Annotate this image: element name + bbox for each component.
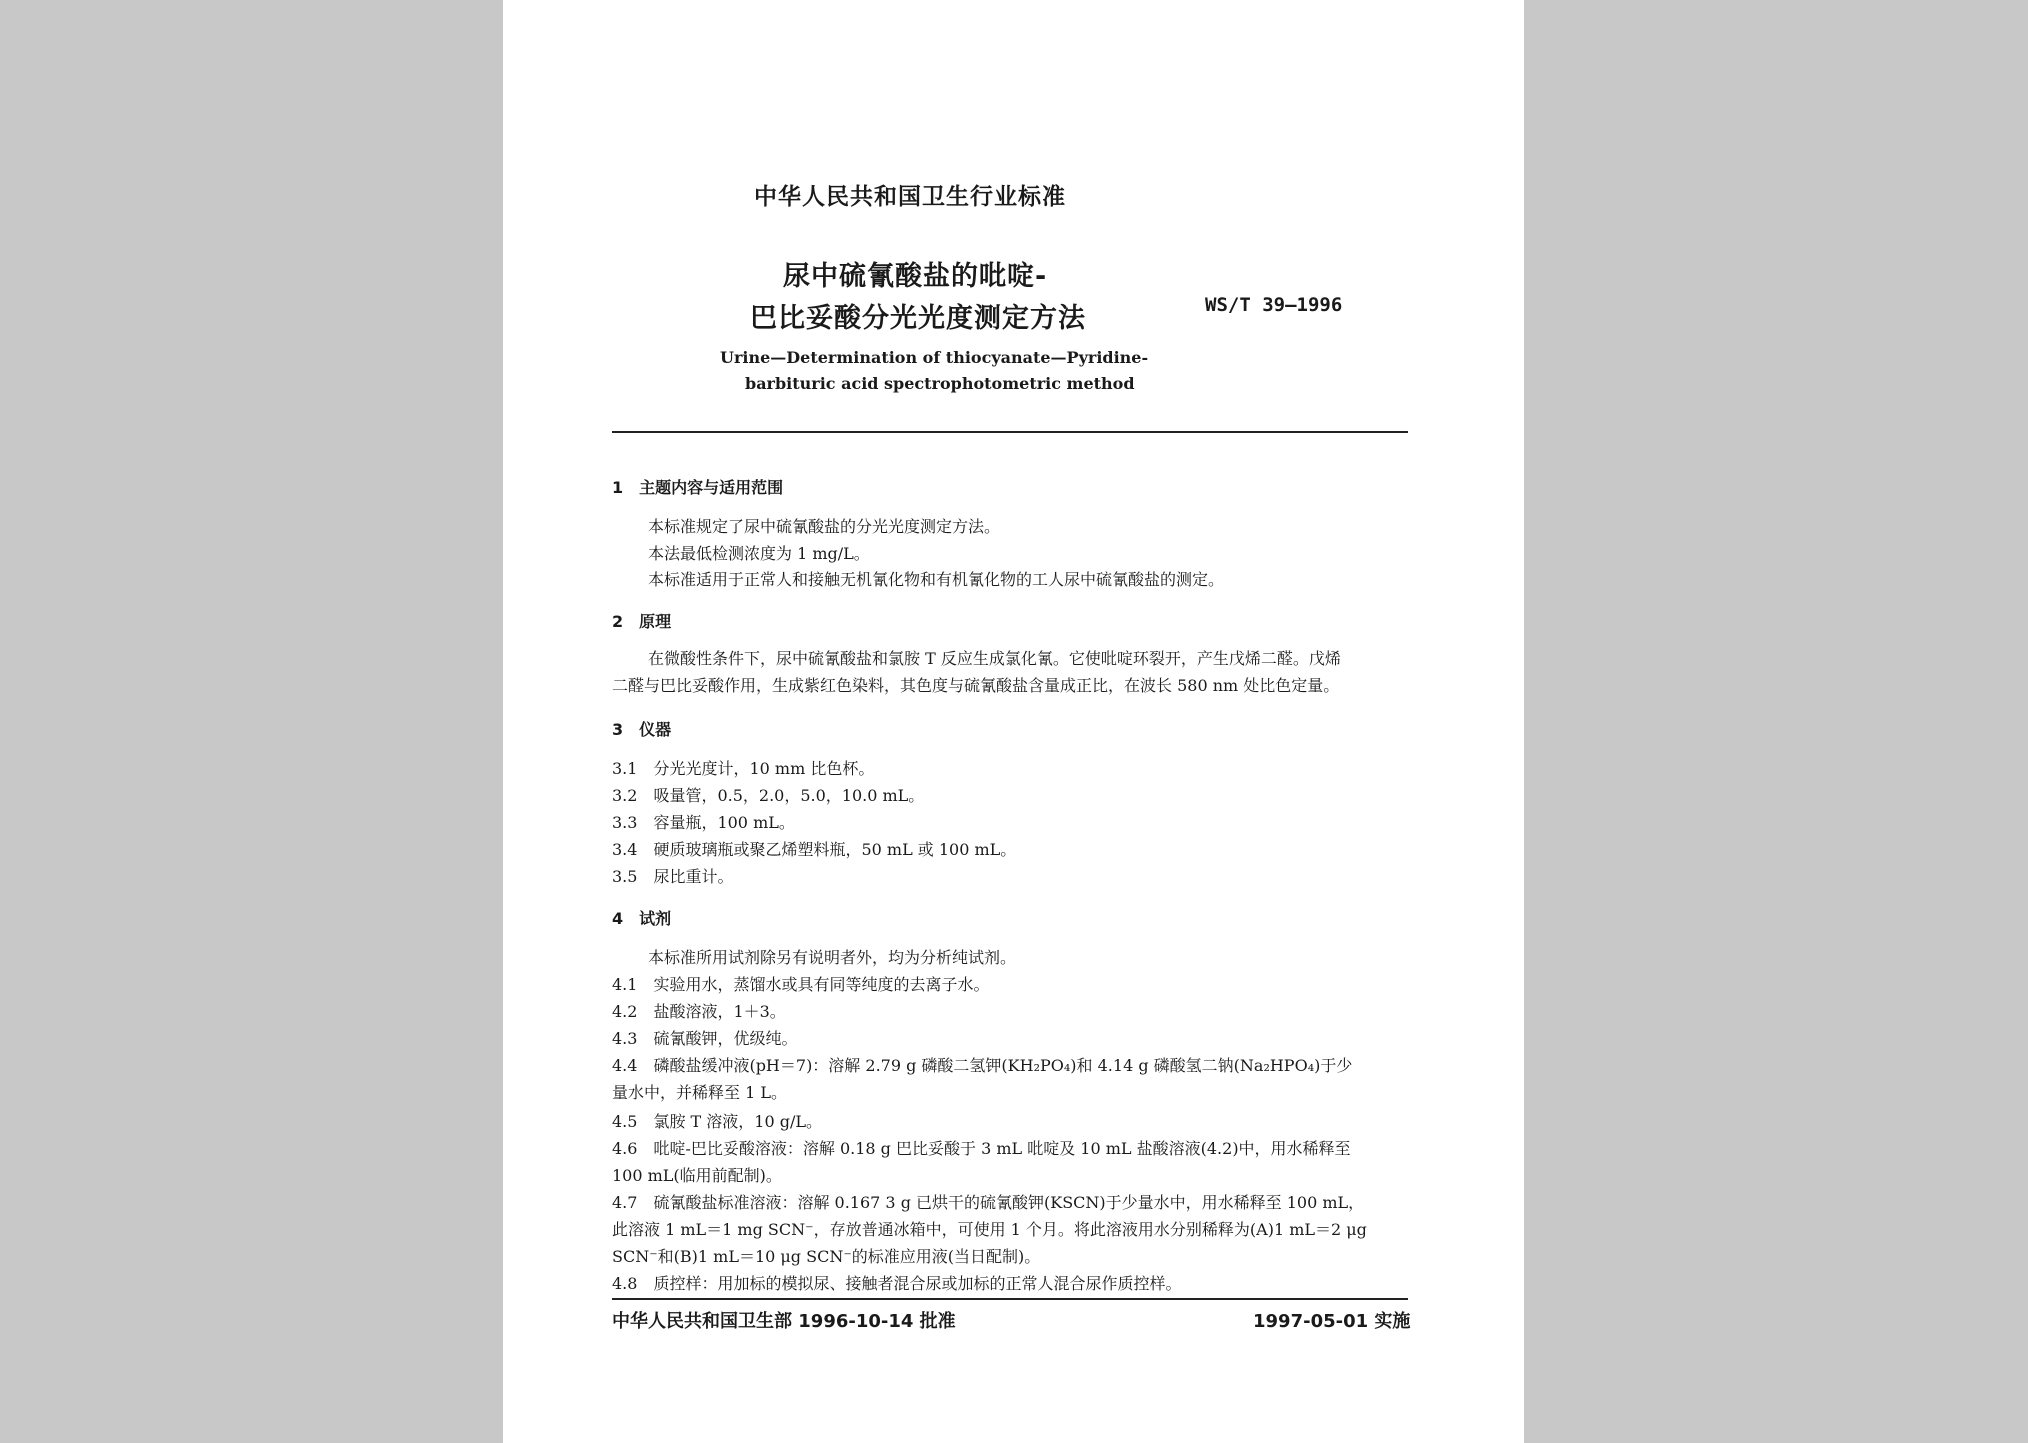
section-2-paragraph: 二醛与巴比妥酸作用，生成紫红色染料，其色度与硫氰酸盐含量成正比，在波长 580 nm 处比色定量。 xyxy=(612,676,1340,695)
approval-date: 中华人民共和国卫生部 1996-10-14 批准 xyxy=(612,1311,956,1332)
document-page xyxy=(503,0,1524,1443)
clause-4-2: 4.2 盐酸溶液，1＋3。 xyxy=(612,1002,786,1021)
section-2-paragraph: 在微酸性条件下，尿中硫氰酸盐和氯胺 T 反应生成氯化氰。它使吡啶环裂开，产生戊烯二醛。戊烯 xyxy=(648,649,1341,668)
english-title-line-1: Urine—Determination of thiocyanate—Pyridine- xyxy=(720,348,1149,367)
clause-4-7-cont: SCN⁻和(B)1 mL＝10 μg SCN⁻的标准应用液(当日配制)。 xyxy=(612,1247,1041,1266)
footer-divider xyxy=(612,1298,1408,1300)
document-title-line-1: 尿中硫氰酸盐的吡啶- xyxy=(783,261,1048,292)
section-1-heading: 1 主题内容与适用范围 xyxy=(612,478,784,497)
section-4-intro: 本标准所用试剂除另有说明者外，均为分析纯试剂。 xyxy=(648,948,1017,967)
header-divider xyxy=(612,431,1408,433)
section-4-heading: 4 试剂 xyxy=(612,909,672,928)
implementation-date: 1997-05-01 实施 xyxy=(1253,1311,1411,1332)
clause-4-3: 4.3 硫氰酸钾，优级纯。 xyxy=(612,1029,798,1048)
clause-3-4: 3.4 硬质玻璃瓶或聚乙烯塑料瓶，50 mL 或 100 mL。 xyxy=(612,840,1017,859)
clause-4-7: 4.7 硫氰酸盐标准溶液：溶解 0.167 3 g 已烘干的硫氰酸钾(KSCN)于少量水中，用水稀释至 100 mL， xyxy=(612,1193,1365,1212)
issuing-agency: 中华人民共和国卫生行业标准 xyxy=(754,184,1066,210)
clause-3-5: 3.5 尿比重计。 xyxy=(612,867,734,886)
clause-4-8: 4.8 质控样：用加标的模拟尿、接触者混合尿或加标的正常人混合尿作质控样。 xyxy=(612,1274,1182,1293)
section-1-paragraph: 本法最低检测浓度为 1 mg/L。 xyxy=(648,544,870,563)
clause-3-3: 3.3 容量瓶，100 mL。 xyxy=(612,813,795,832)
clause-3-1: 3.1 分光光度计，10 mm 比色杯。 xyxy=(612,759,875,778)
section-3-heading: 3 仪器 xyxy=(612,720,672,739)
english-title-line-2: barbituric acid spectrophotometric method xyxy=(745,374,1135,393)
clause-4-6: 4.6 吡啶-巴比妥酸溶液：溶解 0.18 g 巴比妥酸于 3 mL 吡啶及 10 mL 盐酸溶液(4.2)中，用水稀释至 xyxy=(612,1139,1351,1158)
clause-4-4: 4.4 磷酸盐缓冲液(pH＝7)：溶解 2.79 g 磷酸二氢钾(KH₂PO₄)和 4.14 g 磷酸氢二钠(Na₂HPO₄)于少 xyxy=(612,1056,1353,1075)
section-2-heading: 2 原理 xyxy=(612,612,672,631)
clause-4-1: 4.1 实验用水，蒸馏水或具有同等纯度的去离子水。 xyxy=(612,975,990,994)
clause-4-4-cont: 量水中，并稀释至 1 L。 xyxy=(612,1083,787,1102)
clause-3-2: 3.2 吸量管，0.5，2.0，5.0，10.0 mL。 xyxy=(612,786,925,805)
clause-4-5: 4.5 氯胺 T 溶液，10 g/L。 xyxy=(612,1112,822,1131)
clause-4-7-cont: 此溶液 1 mL＝1 mg SCN⁻，存放普通冰箱中，可使用 1 个月。将此溶液用水分别稀释为(A)1 mL＝2 μg xyxy=(612,1220,1367,1239)
clause-4-6-cont: 100 mL(临用前配制)。 xyxy=(612,1166,782,1185)
standard-number: WS/T 39—1996 xyxy=(1205,294,1343,316)
section-1-paragraph: 本标准规定了尿中硫氰酸盐的分光光度测定方法。 xyxy=(648,517,1001,536)
document-title-line-2: 巴比妥酸分光光度测定方法 xyxy=(750,303,1086,334)
section-1-paragraph: 本标准适用于正常人和接触无机氰化物和有机氰化物的工人尿中硫氰酸盐的测定。 xyxy=(648,570,1225,589)
